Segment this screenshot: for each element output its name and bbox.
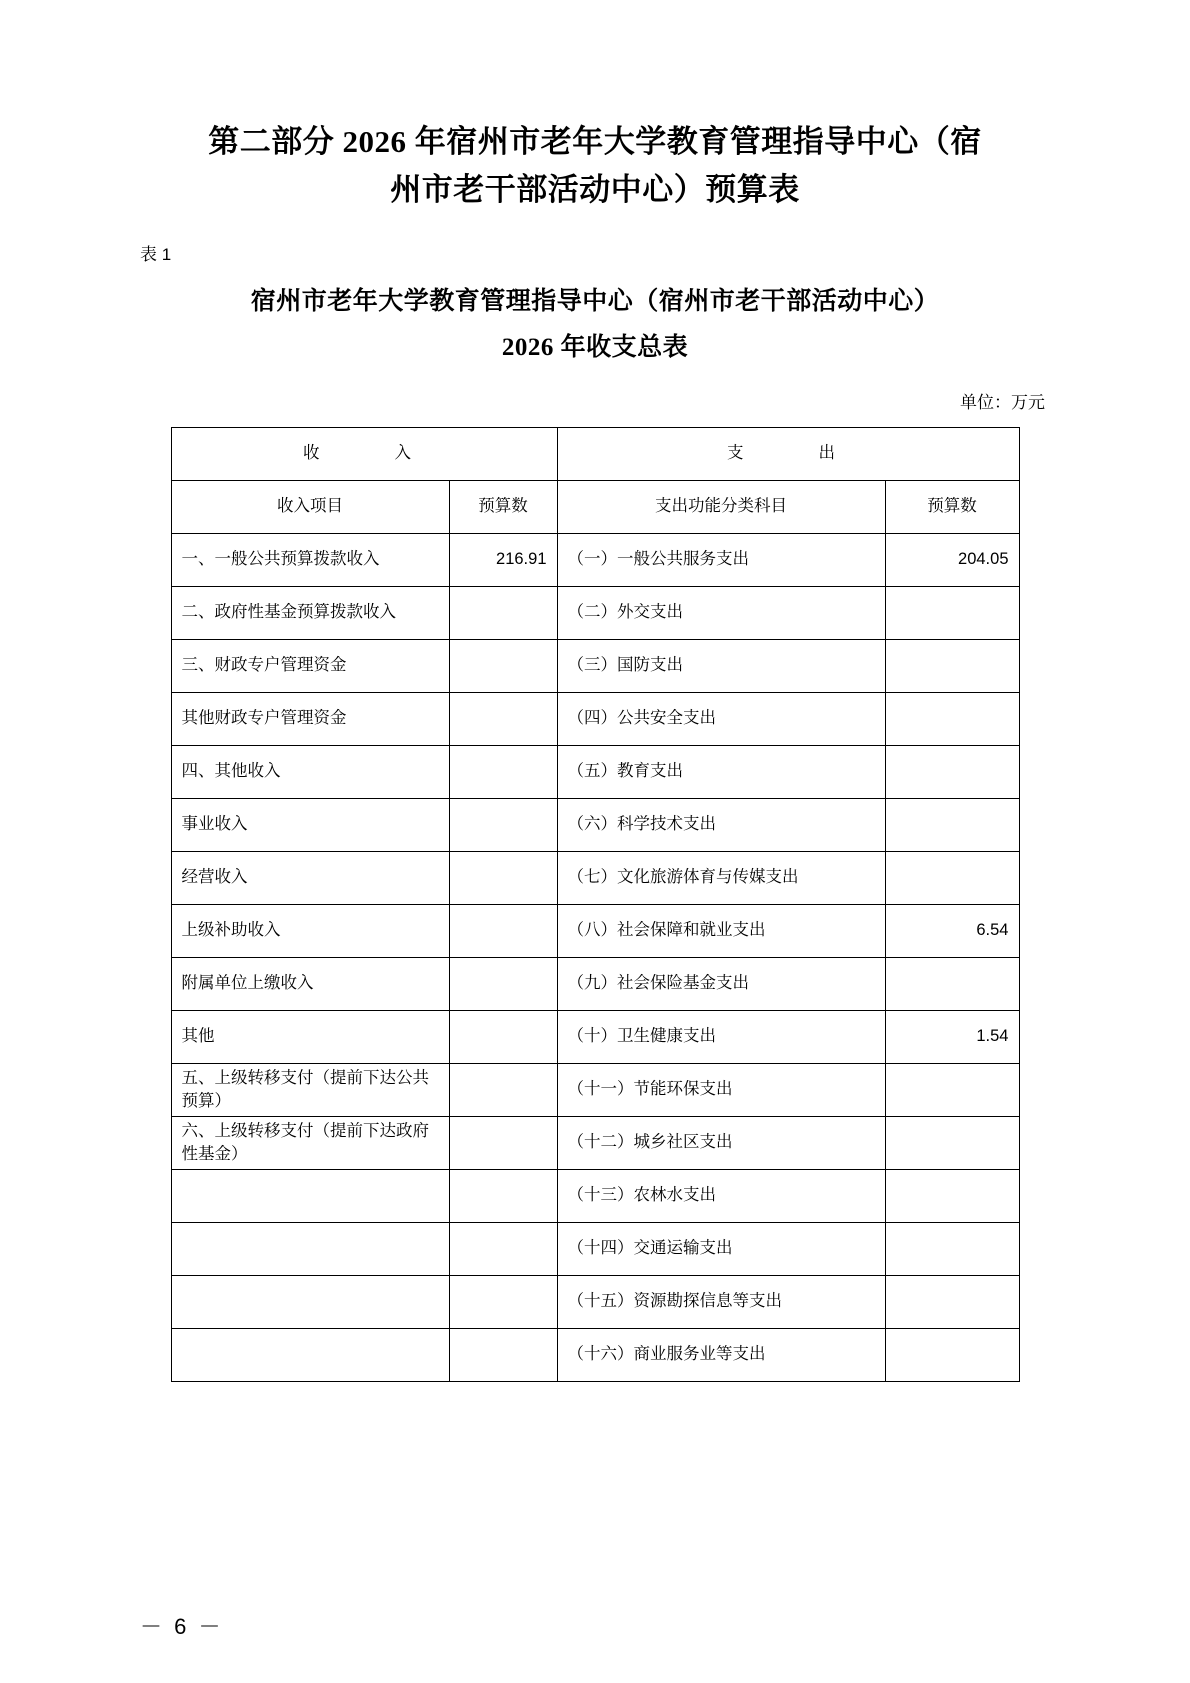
income-value-cell <box>449 1010 557 1063</box>
table-column-header-row <box>171 480 1019 533</box>
expenditure-item-cell: （六）科学技术支出 <box>557 798 885 851</box>
expenditure-value-cell <box>885 639 1019 692</box>
income-value-cell <box>449 586 557 639</box>
income-item-cell: 事业收入 <box>171 798 449 851</box>
table-title-line2: 2026 年收支总表 <box>501 334 689 362</box>
table-row <box>171 1010 1019 1063</box>
page-number: － 6 － <box>140 1614 224 1639</box>
income-value-cell <box>449 1169 557 1222</box>
expenditure-item-cell: （七）文化旅游体育与传媒支出 <box>557 851 885 904</box>
expenditure-value-cell <box>885 692 1019 745</box>
expenditure-item-cell: （四）公共安全支出 <box>557 692 885 745</box>
table-label: 表 1 <box>140 245 172 265</box>
expenditure-value-cell <box>885 1169 1019 1222</box>
table-row <box>171 904 1019 957</box>
expenditure-value-cell: 204.05 <box>885 533 1019 586</box>
table-row <box>171 586 1019 639</box>
income-item-cell: 经营收入 <box>171 851 449 904</box>
income-value-cell <box>449 1222 557 1275</box>
expenditure-item-cell: （五）教育支出 <box>557 745 885 798</box>
expenditure-value-cell <box>885 1328 1019 1381</box>
table-group-header-row <box>171 427 1019 480</box>
table-row <box>171 1169 1019 1222</box>
income-item-cell <box>171 1169 449 1222</box>
income-item-cell: 附属单位上缴收入 <box>171 957 449 1010</box>
income-value-cell <box>449 798 557 851</box>
income-value-cell: 216.91 <box>449 533 557 586</box>
table-row <box>171 1063 1019 1116</box>
income-item-cell: 上级补助收入 <box>171 904 449 957</box>
expenditure-value-cell <box>885 745 1019 798</box>
income-item-cell: 其他财政专户管理资金 <box>171 692 449 745</box>
income-item-cell <box>171 1328 449 1381</box>
income-item-cell: 三、财政专户管理资金 <box>171 639 449 692</box>
expenditure-value-cell <box>885 1116 1019 1169</box>
expenditure-value-cell <box>885 1275 1019 1328</box>
table-title <box>0 279 1190 372</box>
table-row <box>171 639 1019 692</box>
table-row <box>171 798 1019 851</box>
page-title <box>0 0 1190 214</box>
income-item-cell: 五、上级转移支付（提前下达公共预算） <box>171 1063 449 1116</box>
expenditure-item-cell: （十一）节能环保支出 <box>557 1063 885 1116</box>
expenditure-value-cell <box>885 957 1019 1010</box>
income-value-cell <box>449 1063 557 1116</box>
table-title-line1: 宿州市老年大学教育管理指导中心（宿州市老干部活动中心） <box>250 288 940 316</box>
expenditure-item-cell: （十四）交通运输支出 <box>557 1222 885 1275</box>
expenditure-value-cell <box>885 586 1019 639</box>
income-value-cell <box>449 1275 557 1328</box>
column-header-income-item: 收入项目 <box>171 480 449 533</box>
expenditure-value-cell: 1.54 <box>885 1010 1019 1063</box>
income-item-cell: 四、其他收入 <box>171 745 449 798</box>
budget-table <box>171 427 1020 1382</box>
column-header-expenditure-item: 支出功能分类科目 <box>557 480 885 533</box>
income-value-cell <box>449 745 557 798</box>
income-value-cell <box>449 957 557 1010</box>
page-title-line1: 第二部分 2026 年宿州市老年大学教育管理指导中心（宿 <box>208 124 982 159</box>
table-row <box>171 1328 1019 1381</box>
expenditure-value-cell <box>885 851 1019 904</box>
income-item-cell: 六、上级转移支付（提前下达政府性基金） <box>171 1116 449 1169</box>
unit-note: 单位：万元 <box>960 392 1045 412</box>
group-header-income: 收 入 <box>171 427 557 480</box>
table-row <box>171 692 1019 745</box>
table-row <box>171 1116 1019 1169</box>
expenditure-value-cell <box>885 1222 1019 1275</box>
group-header-expenditure: 支 出 <box>557 427 1019 480</box>
table-row <box>171 851 1019 904</box>
table-row <box>171 745 1019 798</box>
table-row <box>171 1275 1019 1328</box>
income-item-cell: 一、一般公共预算拨款收入 <box>171 533 449 586</box>
income-item-cell <box>171 1275 449 1328</box>
income-value-cell <box>449 692 557 745</box>
expenditure-item-cell: （十六）商业服务业等支出 <box>557 1328 885 1381</box>
income-item-cell: 二、政府性基金预算拨款收入 <box>171 586 449 639</box>
expenditure-item-cell: （九）社会保险基金支出 <box>557 957 885 1010</box>
expenditure-item-cell: （十五）资源勘探信息等支出 <box>557 1275 885 1328</box>
table-row <box>171 1222 1019 1275</box>
expenditure-value-cell <box>885 1063 1019 1116</box>
income-value-cell <box>449 904 557 957</box>
income-value-cell <box>449 1116 557 1169</box>
income-value-cell <box>449 1328 557 1381</box>
income-value-cell <box>449 851 557 904</box>
expenditure-item-cell: （二）外交支出 <box>557 586 885 639</box>
expenditure-item-cell: （十）卫生健康支出 <box>557 1010 885 1063</box>
expenditure-item-cell: （十二）城乡社区支出 <box>557 1116 885 1169</box>
expenditure-item-cell: （一）一般公共服务支出 <box>557 533 885 586</box>
income-value-cell <box>449 639 557 692</box>
income-item-cell <box>171 1222 449 1275</box>
expenditure-item-cell: （八）社会保障和就业支出 <box>557 904 885 957</box>
expenditure-value-cell: 6.54 <box>885 904 1019 957</box>
table-row <box>171 533 1019 586</box>
column-header-income-budget: 预算数 <box>449 480 557 533</box>
expenditure-item-cell: （十三）农林水支出 <box>557 1169 885 1222</box>
expenditure-item-cell: （三）国防支出 <box>557 639 885 692</box>
expenditure-value-cell <box>885 798 1019 851</box>
page-title-line2: 州市老干部活动中心）预算表 <box>390 172 800 208</box>
table-row <box>171 957 1019 1010</box>
income-item-cell: 其他 <box>171 1010 449 1063</box>
column-header-expenditure-budget: 预算数 <box>885 480 1019 533</box>
